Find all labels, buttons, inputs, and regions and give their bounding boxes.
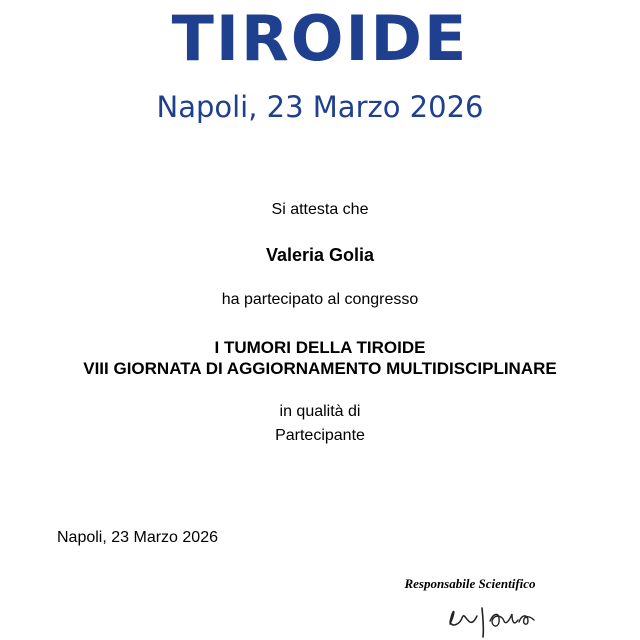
attest-text: Si attesta che (271, 201, 369, 218)
signature-icon (442, 594, 538, 640)
place-date: Napoli, 23 Marzo 2026 (57, 529, 218, 546)
role-value: Partecipante (275, 427, 365, 444)
course-title-line-1: I TUMORI DELLA TIROIDE (214, 338, 426, 357)
signature-caption: Responsabile Scientifico (404, 576, 536, 591)
participation-text: ha partecipato al congresso (221, 291, 419, 308)
participant-name: Valeria Golia (265, 245, 375, 265)
signature-block (380, 574, 570, 640)
event-title: TIROIDE (171, 2, 469, 75)
role-label: in qualità di (279, 403, 361, 420)
event-subtitle: Napoli, 23 Marzo 2026 (156, 90, 484, 124)
course-title-line-2: VIII GIORNATA DI AGGIORNAMENTO MULTIDISCIPLINARE (83, 359, 557, 378)
